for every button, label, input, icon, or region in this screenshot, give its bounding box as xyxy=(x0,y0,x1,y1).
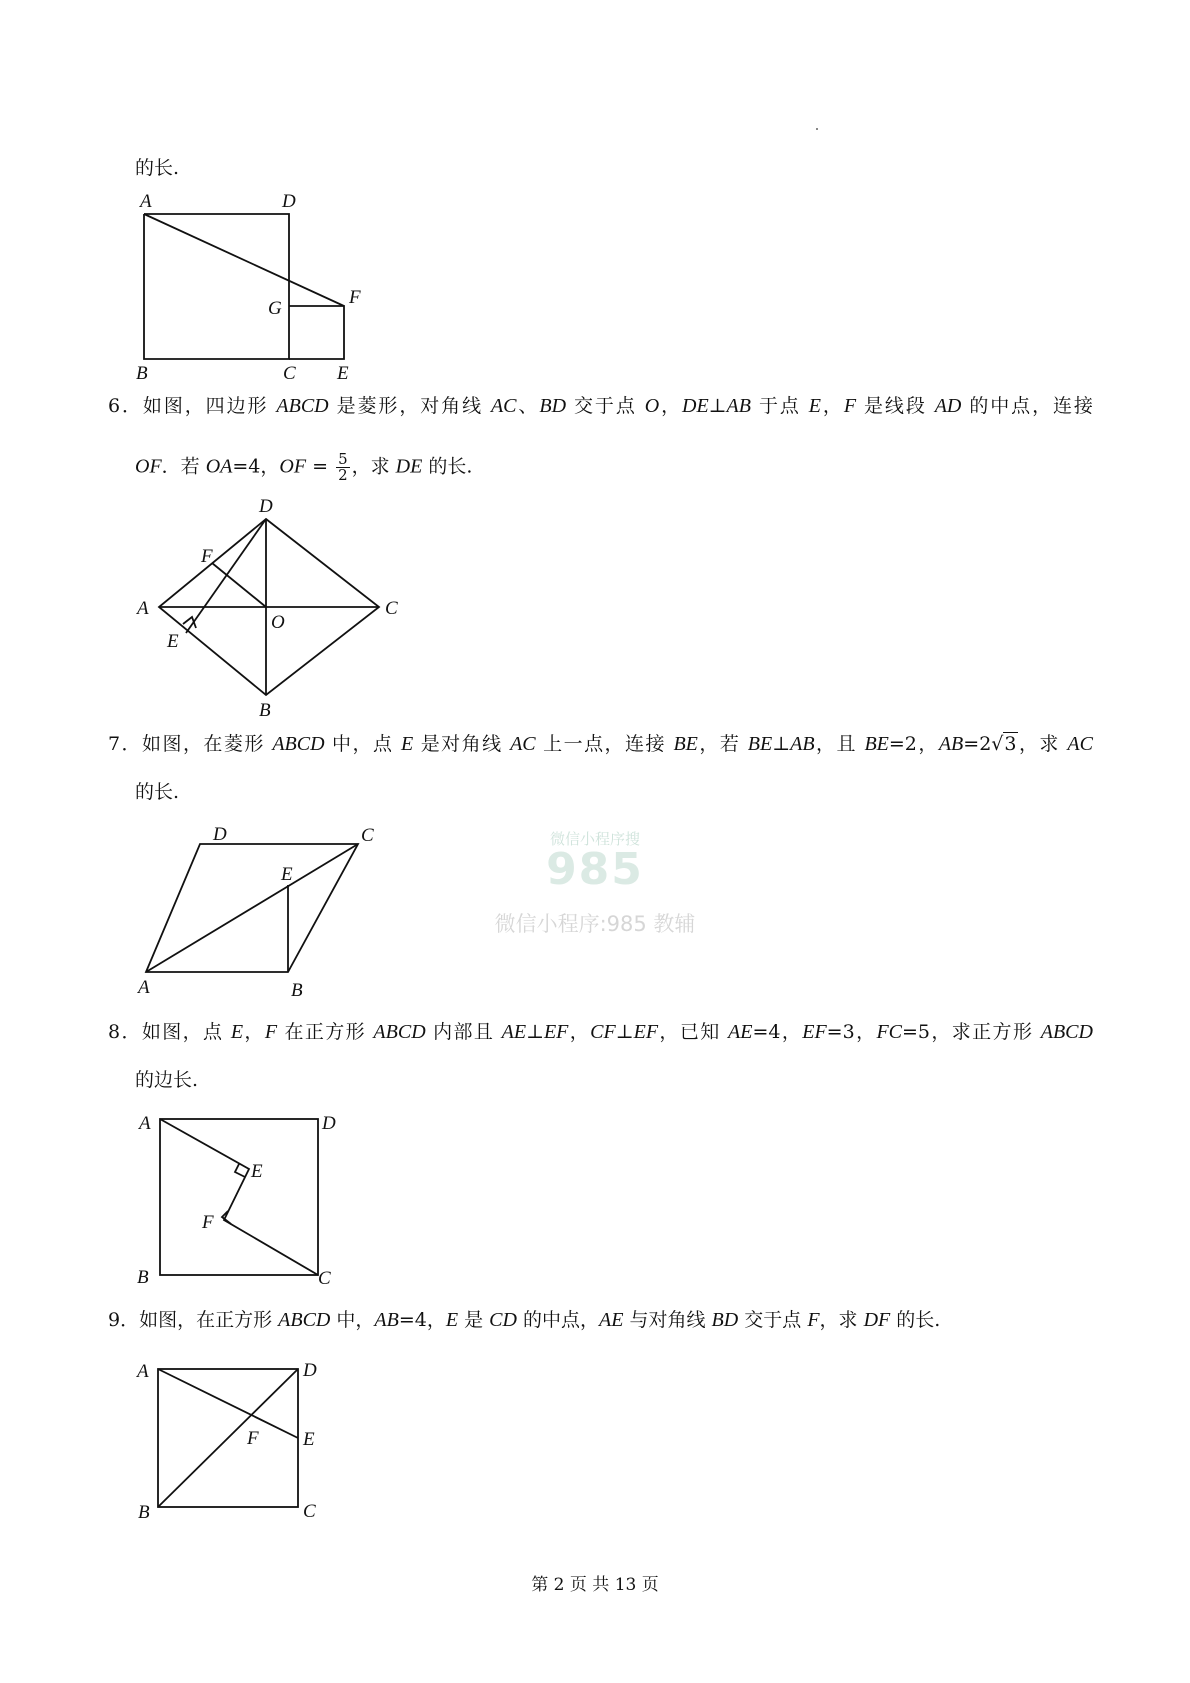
sqrt-sign: √ xyxy=(991,733,1004,755)
fraction-num: 5 xyxy=(338,450,348,468)
label-C: C xyxy=(318,1268,331,1289)
text-segment: ，已知 xyxy=(658,1021,729,1043)
text-segment: =3， xyxy=(826,1021,877,1043)
math-variable: E xyxy=(445,1309,459,1331)
math-variable: BD xyxy=(711,1309,739,1331)
label-B: B xyxy=(136,363,148,384)
fraction-den: 2 xyxy=(338,466,348,484)
math-variable: AB xyxy=(374,1309,399,1331)
math-variable: AC xyxy=(1067,733,1093,755)
math-variable: AE xyxy=(599,1309,624,1331)
text-segment: 交于点 xyxy=(738,1309,808,1331)
text-segment: 与对角线 xyxy=(623,1309,712,1331)
watermark-number: 985 xyxy=(546,844,644,895)
label-C: C xyxy=(283,363,296,384)
label-F: F xyxy=(202,1212,214,1233)
text-segment: ⊥ xyxy=(772,733,791,755)
label-D: D xyxy=(322,1113,336,1134)
math-variable: DF xyxy=(863,1309,891,1331)
math-variable: AC xyxy=(490,395,517,417)
label-D: D xyxy=(282,191,296,212)
math-variable: ABCD xyxy=(373,1021,426,1043)
text-segment: ，求 xyxy=(1017,733,1068,755)
text-segment: 7．如图，在菱形 xyxy=(108,733,273,755)
math-variable: F xyxy=(807,1309,820,1331)
math-variable: AE xyxy=(501,1021,527,1043)
text-segment: =2， xyxy=(888,733,939,755)
text-segment: 是 xyxy=(458,1309,490,1331)
label-E: E xyxy=(337,363,349,384)
text-segment: 是菱形，对角线 xyxy=(328,395,491,417)
figure-q6 xyxy=(135,496,398,721)
label-D: D xyxy=(213,824,227,845)
text-segment: ， xyxy=(568,1021,591,1043)
text-segment: =4， xyxy=(752,1021,803,1043)
label-A: A xyxy=(137,1361,149,1382)
sqrt-radicand: 3 xyxy=(1004,733,1017,755)
math-variable: O xyxy=(644,395,660,417)
label-E: E xyxy=(251,1161,263,1182)
text-segment: 上一点，连接 xyxy=(535,733,674,755)
math-variable: ABCD xyxy=(276,395,329,417)
text-segment: 的长. xyxy=(890,1309,941,1331)
text-segment: 8．如图，点 xyxy=(108,1021,231,1043)
math-variable: ABCD xyxy=(1040,1021,1093,1043)
math-variable: ABCD xyxy=(278,1309,331,1331)
text-segment: =4， xyxy=(232,455,280,478)
text-segment: 交于点 xyxy=(566,395,645,417)
text-segment: 的长. xyxy=(422,455,473,478)
label-C: C xyxy=(303,1501,316,1522)
text-segment: ⊥ xyxy=(708,395,727,417)
text-segment: 的边长. xyxy=(135,1069,199,1091)
math-variable: OA xyxy=(205,455,233,478)
math-variable: BD xyxy=(539,395,567,417)
text-segment: =4， xyxy=(398,1309,446,1331)
text-segment: ，求 xyxy=(819,1309,864,1331)
text-segment: ⊥ xyxy=(615,1021,634,1043)
label-F: F xyxy=(201,546,213,567)
label-B: B xyxy=(138,1502,150,1523)
text-segment: ．若 xyxy=(161,455,206,478)
math-variable: OF xyxy=(135,455,162,478)
figure-q8 xyxy=(137,1113,336,1289)
text-segment: 是线段 xyxy=(856,395,935,417)
math-variable: OF xyxy=(279,455,307,478)
label-B: B xyxy=(291,980,303,1001)
label-E: E xyxy=(167,631,179,652)
watermark-line1: 微信小程序搜 xyxy=(549,830,640,848)
text-segment: =5，求正方形 xyxy=(902,1021,1041,1043)
text-segment: 中， xyxy=(330,1309,375,1331)
label-G: G xyxy=(268,298,282,319)
text-segment: 的中点，连接 xyxy=(961,395,1093,417)
text-segment: 于点 xyxy=(750,395,809,417)
math-variable: AB xyxy=(790,733,815,755)
text-segment: =2 xyxy=(963,733,992,755)
label-E: E xyxy=(303,1429,315,1450)
math-variable: AB xyxy=(726,395,751,417)
math-variable: E xyxy=(808,395,821,417)
label-A: A xyxy=(138,977,150,998)
label-D: D xyxy=(303,1360,317,1381)
math-variable: BE xyxy=(864,733,889,755)
label-B: B xyxy=(259,700,271,721)
text-segment: 中，点 xyxy=(324,733,401,755)
text-segment: ⊥ xyxy=(526,1021,544,1043)
text-segment: 的长. xyxy=(135,157,180,179)
math-variable: BE xyxy=(747,733,773,755)
text-segment: = xyxy=(306,455,335,478)
label-B: B xyxy=(137,1267,149,1288)
text-segment: ， xyxy=(659,395,682,417)
figure-q9 xyxy=(135,1360,317,1523)
math-variable: AC xyxy=(510,733,536,755)
label-A: A xyxy=(139,1113,151,1134)
math-variable: ABCD xyxy=(272,733,325,755)
math-variable: E xyxy=(400,733,414,755)
math-variable: EF xyxy=(633,1021,659,1043)
label-E: E xyxy=(281,864,293,885)
text-segment: ， xyxy=(820,395,844,417)
figure-q7 xyxy=(136,824,374,1001)
text-segment: ，求 xyxy=(351,455,396,478)
text-segment: 在正方形 xyxy=(277,1021,374,1043)
math-variable: DE xyxy=(682,395,709,417)
text-segment: 6．如图，四边形 xyxy=(108,395,277,417)
math-variable: EF xyxy=(543,1021,569,1043)
text-segment: 的长. xyxy=(135,781,180,803)
text-segment: ， xyxy=(243,1021,265,1043)
page-footer: 第 2 页 共 13 页 xyxy=(531,1575,659,1595)
math-variable: CD xyxy=(489,1309,517,1331)
text-segment: 的中点， xyxy=(516,1309,600,1331)
math-variable: AE xyxy=(728,1021,753,1043)
math-variable: F xyxy=(264,1021,278,1043)
text-segment: 9．如图，在正方形 xyxy=(108,1309,279,1331)
math-variable: CF xyxy=(590,1021,616,1043)
text-segment: ，若 xyxy=(697,733,748,755)
label-O: O xyxy=(271,612,285,633)
math-variable: AD xyxy=(934,395,962,417)
math-variable: FC xyxy=(876,1021,903,1043)
label-A: A xyxy=(140,191,152,212)
math-variable: DE xyxy=(395,455,423,478)
watermark-line2: 微信小程序:985 教辅 xyxy=(494,912,696,936)
math-variable: AB xyxy=(938,733,964,755)
label-C: C xyxy=(385,598,398,619)
label-F: F xyxy=(247,1428,259,1449)
text-segment: 、 xyxy=(516,395,540,417)
label-F: F xyxy=(349,287,361,308)
label-A: A xyxy=(137,598,149,619)
math-variable: E xyxy=(230,1021,244,1043)
label-C: C xyxy=(361,825,374,846)
text-segment: ，且 xyxy=(814,733,865,755)
math-variable: EF xyxy=(802,1021,827,1043)
label-D: D xyxy=(259,496,273,517)
math-variable: BE xyxy=(673,733,698,755)
figure-q5 xyxy=(136,191,361,384)
text-segment: 内部且 xyxy=(425,1021,502,1043)
text-segment: 是对角线 xyxy=(413,733,511,755)
math-variable: F xyxy=(843,395,857,417)
